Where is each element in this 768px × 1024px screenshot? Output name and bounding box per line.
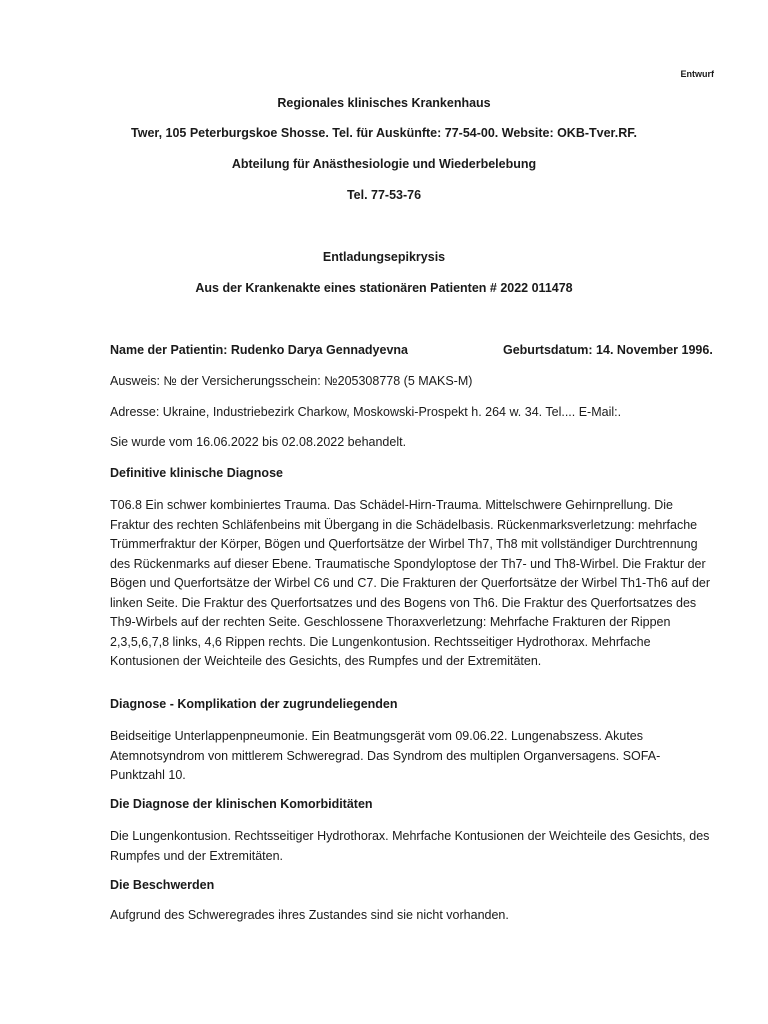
department-phone: Tel. 77-53-76 — [346, 188, 422, 202]
clinical-diagnosis-heading: Definitive klinische Diagnose — [110, 466, 283, 480]
department-name: Abteilung für Anästhesiologie und Wiederbelebung — [231, 157, 537, 171]
treatment-period: Sie wurde vom 16.06.2022 bis 02.08.2022 behandelt. — [110, 435, 407, 449]
document-subtitle: Aus der Krankenakte eines stationären Patienten # 2022 011478 — [195, 281, 573, 295]
patient-birthdate: Geburtsdatum: 14. November 1996. — [503, 343, 713, 357]
complaints-heading: Die Beschwerden — [110, 878, 215, 892]
draft-watermark: Entwurf — [680, 69, 714, 79]
hospital-address: Twer, 105 Peterburgskoe Shosse. Tel. für Auskünfte: 77-54-00. Website: OKB-Tver.RF. — [131, 126, 637, 140]
hospital-name: Regionales klinisches Krankenhaus — [277, 96, 491, 110]
complication-text: Beidseitige Unterlappenpneumonie. Ein Beatmungsgerät vom 09.06.22. Lungenabszess. Akutes Atemnotsyndrom von mittlerem Schweregrad. Das Syndrom des multiplen Organversagens. SOFA-Punktzahl 10. — [110, 729, 661, 782]
complication-heading: Diagnose - Komplikation der zugrundeliegenden — [110, 697, 398, 711]
complaints-text: Aufgrund des Schweregrades ihres Zustandes sind sie nicht vorhanden. — [110, 908, 509, 922]
comorbidity-heading: Die Diagnose der klinischen Komorbiditäten — [110, 797, 373, 811]
document-title: Entladungsepikrysis — [322, 250, 446, 264]
patient-insurance: Ausweis: № der Versicherungsschein: №205308778 (5 MAKS-M) — [110, 374, 473, 388]
patient-name: Name der Patientin: Rudenko Darya Gennadyevna — [110, 343, 409, 357]
patient-address: Adresse: Ukraine, Industriebezirk Charkow, Moskowski-Prospekt h. 264 w. 34. Tel.... E-Mail:. — [110, 405, 622, 419]
comorbidity-text: Die Lungenkontusion. Rechtsseitiger Hydrothorax. Mehrfache Kontusionen der Weichteile des Gesichts, des Rumpfes und der Extremitäten. — [110, 829, 710, 863]
clinical-diagnosis-text: T06.8 Ein schwer kombiniertes Trauma. Das Schädel-Hirn-Trauma. Mittelschwere Gehirnprellung. Die Fraktur des rechten Schläfenbeins mit Übergang in die Schädelbasis. Rückenmarksverletzung: mehrfache Trümmerfraktur der Körper, Bögen und Querfortsätze der Wirbel Th7, Th8 mit vollständiger Durchtrennung des Rückenmarks auf dieser Ebene. Traumatische Spondyloptose der Th7- und Th8-Wirbel. Die Fraktur der Bögen und Querfortsätze der Wirbel C6 und C7. Die Frakturen der Querfortsätze der Wirbel Th1-Th6 auf der linken Seite. Die Fraktur des Querfortsatzes und des Bogens von Th6. Die Fraktur des Querfortsatzes des Th9-Wirbels auf der rechten Seite. Geschlossene Thoraxverletzung: Mehrfache Frakturen der Rippen 2,3,5,6,7,8 links, 4,6 Rippen rechts. Die Lungenkontusion. Rechtsseitiger Hydrothorax. Mehrfache Kontusionen der Weichteile des Gesichts, des Rumpfes und der Extremitäten. — [110, 498, 711, 668]
